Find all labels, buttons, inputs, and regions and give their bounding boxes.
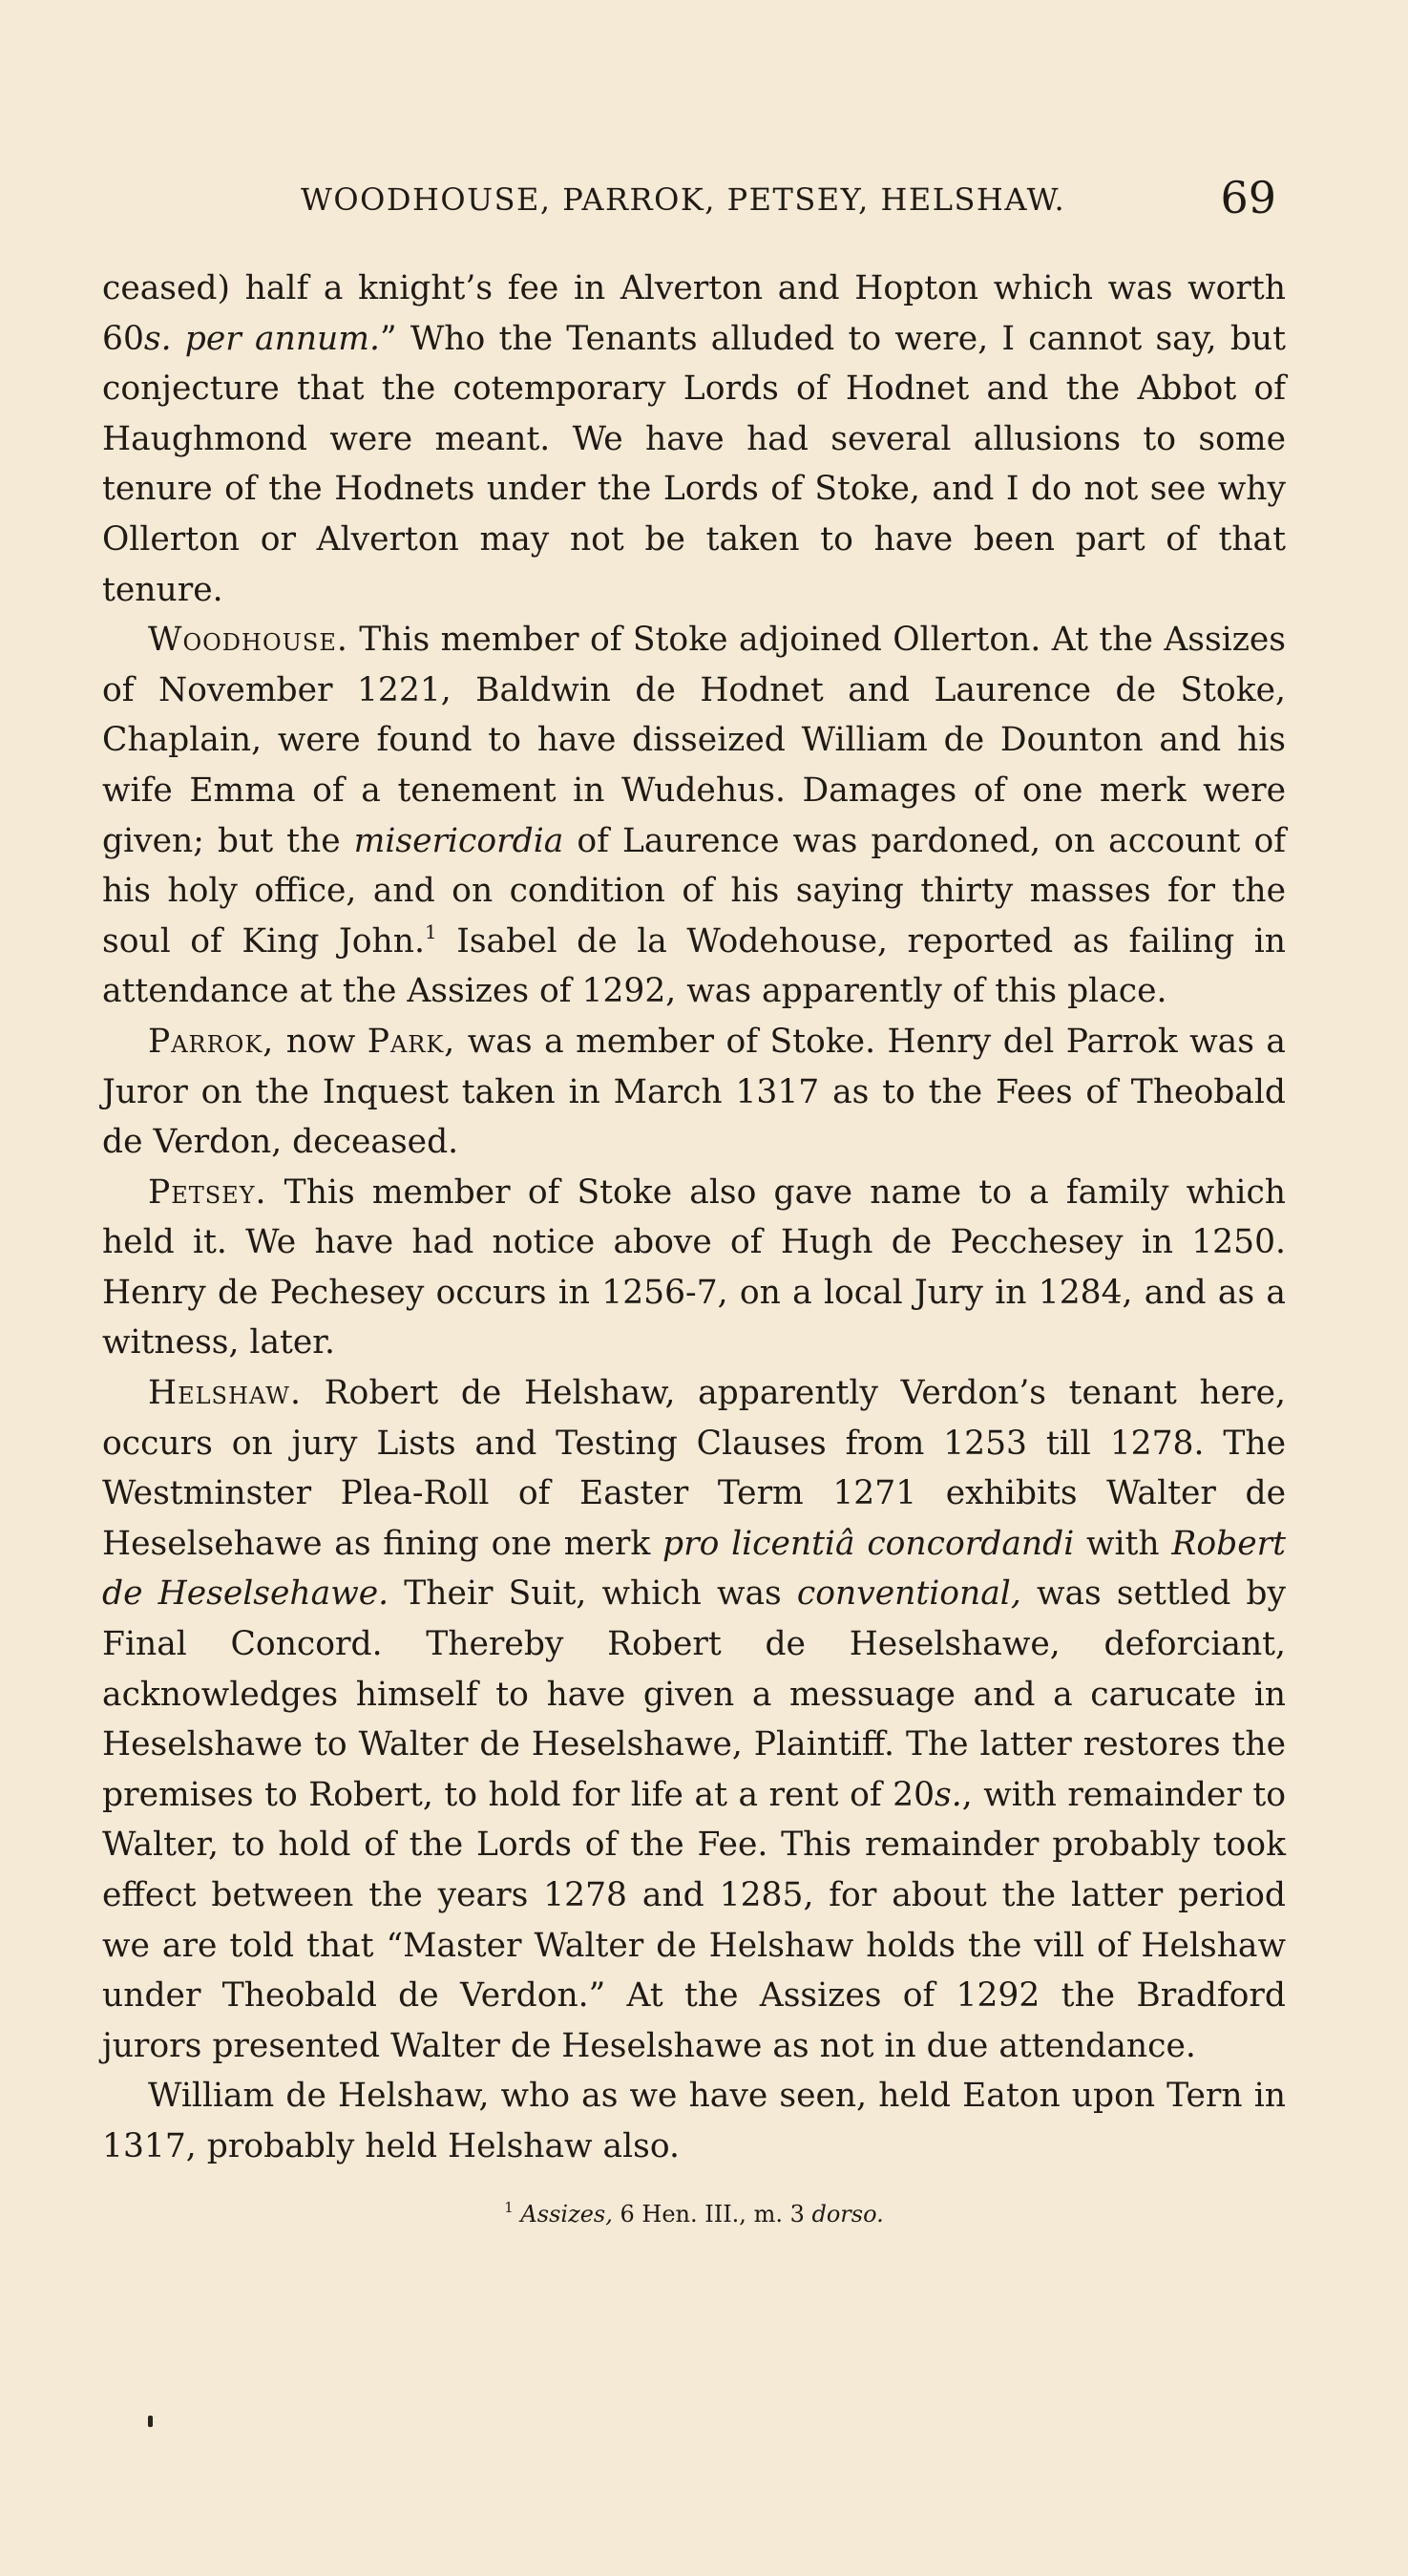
text-run: Robert de Helshaw, apparently Verdon’s tenant here, occurs on jury Lists and Testing Clauses from 1253 till 1278. The Westminster Plea-Roll of Easter Term 1271 exhibits Walter de Heselsehawe as fining one merk [102,1374,1286,1563]
running-title: WOODHOUSE, PARROK, PETSEY, HELSHAW. [301,181,1066,218]
text-run: was a member of Stoke. Henry del Parrok was a Juror on the Inquest taken in March 1317 as to the Fees of Theobald de Verdon, deceased. [102,1022,1286,1162]
page-number: 69 [1220,172,1276,223]
section-heading: Park, [367,1022,456,1061]
text-run: 6 Hen. III., m. 3 [612,2200,812,2228]
page-content [102,172,1286,2228]
running-header [102,172,1286,235]
paragraph [102,1168,1286,1368]
text-run: was settled by Final Concord. Thereby Robert de Heselshawe, deforciant, acknowledges himself to have given a messuage and a carucate in Heselshawe to Walter de Heselshawe, Plaintiff. The latter restores the premises to Robert, to hold for life at a rent of 20 [102,1574,1286,1814]
text-run: ceased) half a knight’s fee in Alverton and Hopton which was worth 60 [102,269,1286,358]
paragraph [102,1017,1286,1168]
italic-text: conventional, [796,1574,1021,1614]
text-run: This member of Stoke also gave name to a family which held it. We have had notice above of Hugh de Pecchesey in 1250. Henry de Pechesey occurs in 1256-7, on a local Jury in 1284, and as a witness, later. [102,1172,1286,1362]
italic-text: s. per annum. [143,319,380,358]
paragraph [102,264,1286,615]
italic-text: misericordia [353,821,564,860]
text-run: of Laurence was pardoned, on account of his holy office, and on condition of his saying thirty masses for the soul of King John. [102,821,1287,961]
italic-text: Assizes, [520,2200,613,2228]
text-run: Isabel de la Wodehouse, reported as failing in attendance at the Assizes of 1292, was apparently of this place. [102,921,1287,1011]
section-heading: Woodhouse. [148,621,348,660]
section-heading: Parrok, [148,1022,275,1061]
paragraph [102,615,1286,1017]
footnote [102,2198,1286,2228]
text-run: , with remainder to Walter, to hold of the Lords of the Fee. This remainder probably took effect between the years 1278 and 1285, for about the latter period we are told that “Master Walter de Helshaw holds the vill of Helshaw under Theobald de Verdon.” At the Assizes of 1292 the Bradford jurors presented Walter de Heselshawe as not in due attendance. [102,1775,1286,2065]
italic-text: s. [935,1775,962,1814]
footnote-marker: 1 [504,2198,514,2216]
text-run: ” Who the Tenants alluded to were, I cannot say, but conjecture that the cotemporary Lords of Hodnet and the Abbot of Haughmond were meant. We have had several allusions to some tenure of the Hodnets under the Lords of Stoke, and I do not see why Ollerton or Alverton may not be taken to have been part of that tenure. [102,319,1286,609]
section-heading: Petsey. [148,1172,267,1212]
italic-text: Robert de Heselsehawe. [102,1524,1286,1614]
text-run: William de Helshaw, who as we have seen, held Eaton upon Tern in 1317, probably held Helshaw also. [102,2077,1286,2165]
text-run: Their Suit, which was [389,1574,797,1614]
text-run: with [1074,1524,1172,1563]
paragraph [102,2071,1286,2171]
italic-text: pro licentiâ concordandi [662,1524,1075,1563]
body-text [102,264,1286,2172]
italic-text: dorso. [811,2200,884,2228]
paragraph [102,1368,1286,2071]
footnote-reference: 1 [424,919,437,943]
ink-fleck [148,2416,153,2427]
text-run: This member of Stoke adjoined Ollerton. At the Assizes of November 1221, Baldwin de Hodnet and Laurence de Stoke, Chaplain, were found to have disseized William de Dounton and his wife Emma of a tenement in Wudehus. Damages of one merk were given; but the [102,621,1286,860]
section-heading: Helshaw. [148,1374,302,1413]
text-run: now [274,1022,368,1061]
